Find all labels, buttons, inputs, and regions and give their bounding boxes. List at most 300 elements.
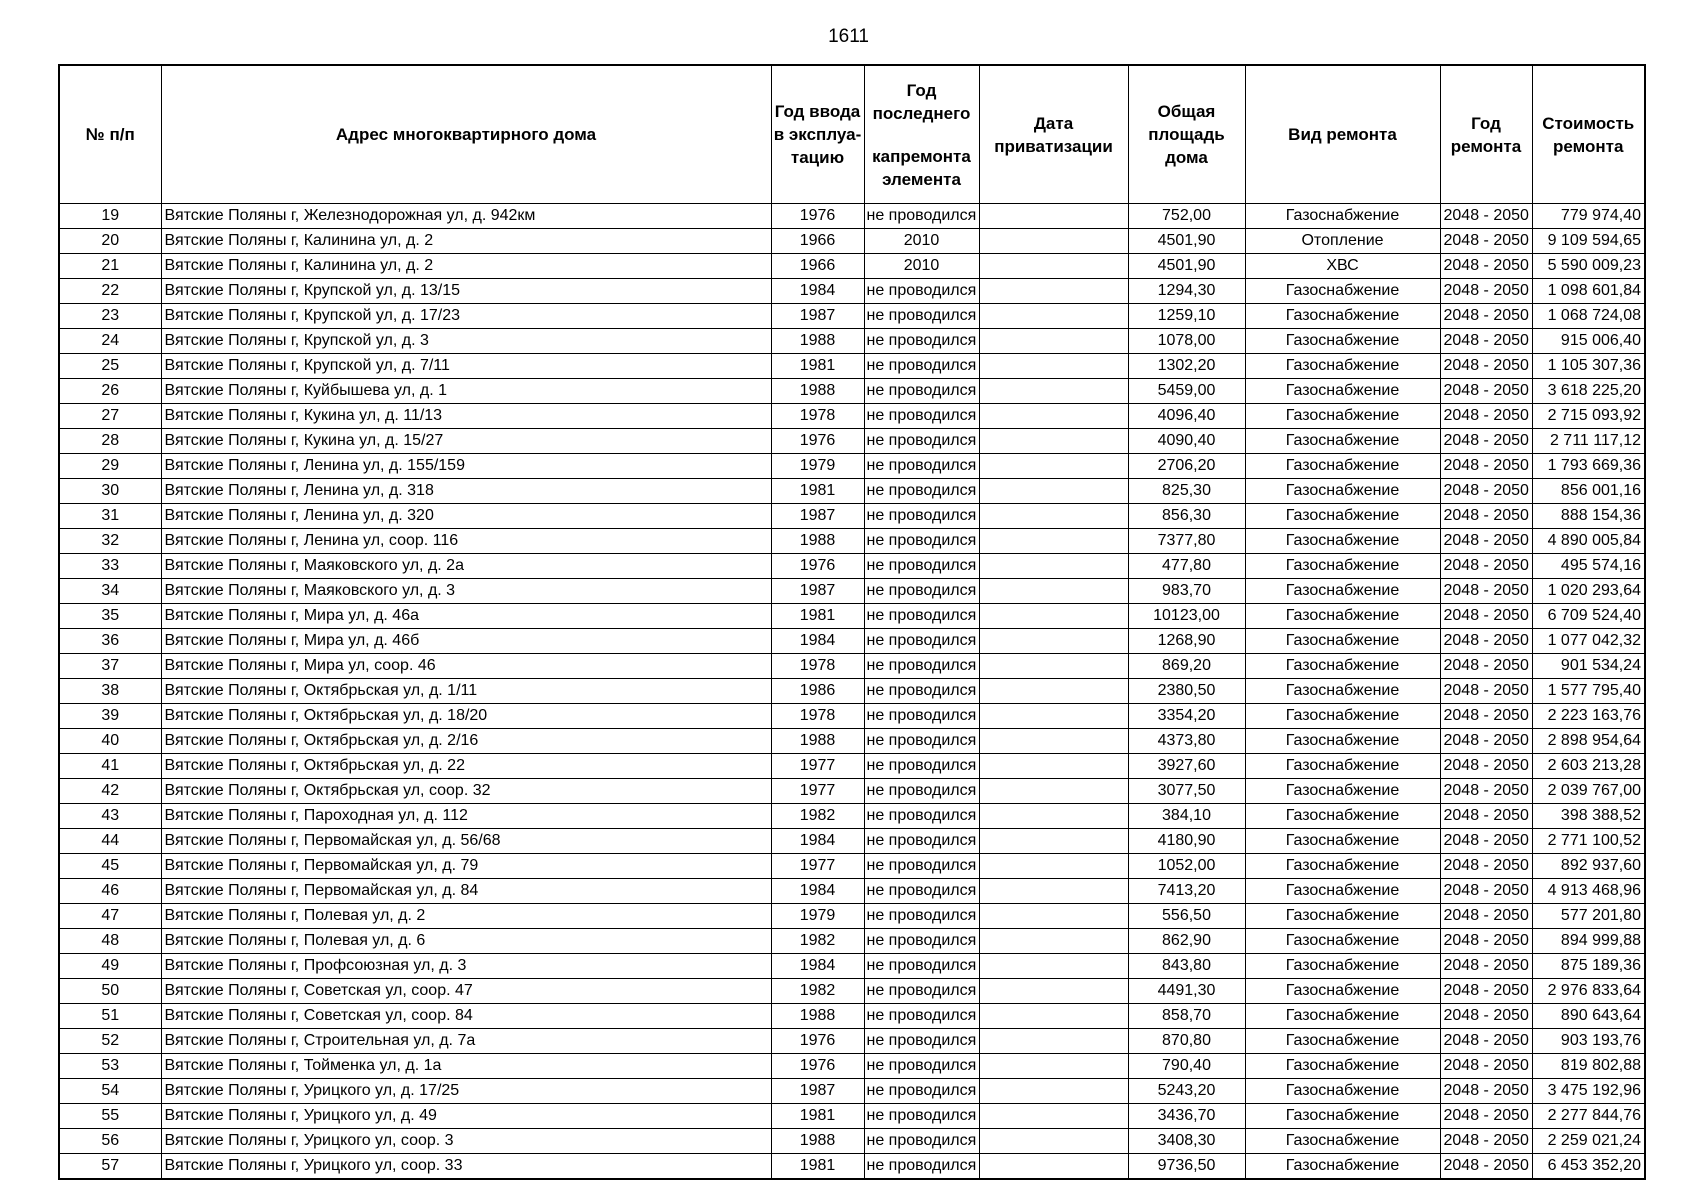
cell-address: Вятские Поляны г, Мира ул, д. 46а — [161, 604, 771, 629]
table-row — [59, 1004, 1645, 1029]
cell-cost: 6 453 352,20 — [1532, 1154, 1645, 1180]
cell-num: 35 — [59, 604, 161, 629]
cell-area: 825,30 — [1128, 479, 1245, 504]
cell-last-repair: не проводился — [864, 454, 979, 479]
cell-area: 3408,30 — [1128, 1129, 1245, 1154]
cell-num: 34 — [59, 579, 161, 604]
cell-repair-year: 2048 - 2050 — [1440, 404, 1532, 429]
cell-year-commission: 1978 — [771, 404, 864, 429]
cell-privatization — [979, 354, 1128, 379]
cell-last-repair: не проводился — [864, 854, 979, 879]
table-row — [59, 604, 1645, 629]
cell-num: 25 — [59, 354, 161, 379]
cell-num: 49 — [59, 954, 161, 979]
cell-num: 24 — [59, 329, 161, 354]
cell-repair-type: Газоснабжение — [1245, 954, 1440, 979]
cell-cost: 1 577 795,40 — [1532, 679, 1645, 704]
cell-area: 752,00 — [1128, 204, 1245, 229]
cell-privatization — [979, 229, 1128, 254]
cell-repair-year: 2048 - 2050 — [1440, 679, 1532, 704]
cell-repair-type: Газоснабжение — [1245, 704, 1440, 729]
cell-repair-type: Газоснабжение — [1245, 1129, 1440, 1154]
cell-privatization — [979, 304, 1128, 329]
cell-num: 48 — [59, 929, 161, 954]
cell-last-repair: не проводился — [864, 329, 979, 354]
cell-repair-year: 2048 - 2050 — [1440, 579, 1532, 604]
cell-last-repair: не проводился — [864, 754, 979, 779]
cell-address: Вятские Поляны г, Урицкого ул, соор. 33 — [161, 1154, 771, 1180]
cell-last-repair: не проводился — [864, 679, 979, 704]
cell-area: 3354,20 — [1128, 704, 1245, 729]
cell-cost: 894 999,88 — [1532, 929, 1645, 954]
cell-repair-year: 2048 - 2050 — [1440, 654, 1532, 679]
cell-area: 1268,90 — [1128, 629, 1245, 654]
cell-cost: 2 898 954,64 — [1532, 729, 1645, 754]
cell-address: Вятские Поляны г, Октябрьская ул, д. 2/16 — [161, 729, 771, 754]
cell-address: Вятские Поляны г, Полевая ул, д. 6 — [161, 929, 771, 954]
cell-num: 37 — [59, 654, 161, 679]
cell-repair-year: 2048 - 2050 — [1440, 729, 1532, 754]
cell-num: 43 — [59, 804, 161, 829]
cell-last-repair: не проводился — [864, 379, 979, 404]
cell-year-commission: 1988 — [771, 729, 864, 754]
cell-repair-type: Газоснабжение — [1245, 629, 1440, 654]
table-row — [59, 679, 1645, 704]
cell-cost: 1 068 724,08 — [1532, 304, 1645, 329]
cell-num: 42 — [59, 779, 161, 804]
cell-year-commission: 1976 — [771, 429, 864, 454]
cell-num: 51 — [59, 1004, 161, 1029]
cell-year-commission: 1966 — [771, 229, 864, 254]
cell-cost: 3 475 192,96 — [1532, 1079, 1645, 1104]
cell-num: 52 — [59, 1029, 161, 1054]
cell-address: Вятские Поляны г, Советская ул, соор. 84 — [161, 1004, 771, 1029]
cell-area: 10123,00 — [1128, 604, 1245, 629]
cell-area: 1052,00 — [1128, 854, 1245, 879]
cell-repair-year: 2048 - 2050 — [1440, 504, 1532, 529]
table-row — [59, 279, 1645, 304]
cell-repair-year: 2048 - 2050 — [1440, 554, 1532, 579]
cell-cost: 1 098 601,84 — [1532, 279, 1645, 304]
cell-repair-year: 2048 - 2050 — [1440, 254, 1532, 279]
cell-area: 5243,20 — [1128, 1079, 1245, 1104]
cell-num: 19 — [59, 204, 161, 229]
cell-repair-year: 2048 - 2050 — [1440, 829, 1532, 854]
cell-last-repair: не проводился — [864, 1029, 979, 1054]
cell-address: Вятские Поляны г, Октябрьская ул, соор. 32 — [161, 779, 771, 804]
cell-privatization — [979, 504, 1128, 529]
cell-year-commission: 1981 — [771, 1154, 864, 1180]
cell-repair-type: Газоснабжение — [1245, 554, 1440, 579]
cell-repair-type: Газоснабжение — [1245, 529, 1440, 554]
cell-year-commission: 1979 — [771, 904, 864, 929]
cell-privatization — [979, 654, 1128, 679]
cell-num: 28 — [59, 429, 161, 454]
cell-num: 31 — [59, 504, 161, 529]
cell-address: Вятские Поляны г, Калинина ул, д. 2 — [161, 254, 771, 279]
cell-repair-type: Газоснабжение — [1245, 1054, 1440, 1079]
cell-repair-type: Газоснабжение — [1245, 429, 1440, 454]
table-row — [59, 829, 1645, 854]
cell-repair-type: Газоснабжение — [1245, 929, 1440, 954]
cell-year-commission: 1978 — [771, 704, 864, 729]
cell-num: 29 — [59, 454, 161, 479]
cell-address: Вятские Поляны г, Октябрьская ул, д. 22 — [161, 754, 771, 779]
cell-privatization — [979, 454, 1128, 479]
cell-year-commission: 1982 — [771, 929, 864, 954]
cell-last-repair: не проводился — [864, 1004, 979, 1029]
cell-repair-type: Газоснабжение — [1245, 729, 1440, 754]
cell-address: Вятские Поляны г, Пароходная ул, д. 112 — [161, 804, 771, 829]
cell-cost: 9 109 594,65 — [1532, 229, 1645, 254]
cell-cost: 2 259 021,24 — [1532, 1129, 1645, 1154]
cell-repair-year: 2048 - 2050 — [1440, 1154, 1532, 1180]
cell-num: 22 — [59, 279, 161, 304]
cell-year-commission: 1966 — [771, 254, 864, 279]
table-row — [59, 779, 1645, 804]
cell-address: Вятские Поляны г, Профсоюзная ул, д. 3 — [161, 954, 771, 979]
cell-area: 5459,00 — [1128, 379, 1245, 404]
cell-num: 56 — [59, 1129, 161, 1154]
cell-privatization — [979, 1004, 1128, 1029]
cell-area: 4090,40 — [1128, 429, 1245, 454]
cell-repair-type: Газоснабжение — [1245, 354, 1440, 379]
cell-privatization — [979, 879, 1128, 904]
cell-address: Вятские Поляны г, Железнодорожная ул, д. 942км — [161, 204, 771, 229]
cell-privatization — [979, 829, 1128, 854]
cell-repair-type: Газоснабжение — [1245, 604, 1440, 629]
cell-area: 7413,20 — [1128, 879, 1245, 904]
cell-num: 54 — [59, 1079, 161, 1104]
cell-repair-type: Газоснабжение — [1245, 379, 1440, 404]
cell-repair-type: Газоснабжение — [1245, 854, 1440, 879]
table-row — [59, 1029, 1645, 1054]
cell-privatization — [979, 1104, 1128, 1129]
cell-area: 870,80 — [1128, 1029, 1245, 1054]
cell-privatization — [979, 629, 1128, 654]
cell-cost: 2 771 100,52 — [1532, 829, 1645, 854]
cell-last-repair: не проводился — [864, 829, 979, 854]
cell-year-commission: 1977 — [771, 754, 864, 779]
cell-repair-type: Газоснабжение — [1245, 454, 1440, 479]
cell-area: 7377,80 — [1128, 529, 1245, 554]
cell-repair-type: Газоснабжение — [1245, 679, 1440, 704]
cell-cost: 1 105 307,36 — [1532, 354, 1645, 379]
table-row — [59, 454, 1645, 479]
header-last-repair — [864, 65, 979, 204]
cell-num: 50 — [59, 979, 161, 1004]
cell-repair-year: 2048 - 2050 — [1440, 779, 1532, 804]
cell-area: 477,80 — [1128, 554, 1245, 579]
cell-cost: 6 709 524,40 — [1532, 604, 1645, 629]
table-row — [59, 379, 1645, 404]
cell-address: Вятские Поляны г, Маяковского ул, д. 2а — [161, 554, 771, 579]
cell-privatization — [979, 679, 1128, 704]
cell-year-commission: 1988 — [771, 1129, 864, 1154]
cell-repair-type: Газоснабжение — [1245, 1154, 1440, 1180]
cell-address: Вятские Поляны г, Мира ул, д. 46б — [161, 629, 771, 654]
cell-repair-type: Газоснабжение — [1245, 779, 1440, 804]
table-row — [59, 229, 1645, 254]
table-row — [59, 1054, 1645, 1079]
cell-privatization — [979, 779, 1128, 804]
cell-cost: 495 574,16 — [1532, 554, 1645, 579]
cell-address: Вятские Поляны г, Первомайская ул, д. 56/68 — [161, 829, 771, 854]
table-row — [59, 654, 1645, 679]
cell-address: Вятские Поляны г, Ленина ул, соор. 116 — [161, 529, 771, 554]
cell-year-commission: 1981 — [771, 604, 864, 629]
header-privatization: Дата приватизации — [979, 65, 1128, 204]
cell-num: 46 — [59, 879, 161, 904]
cell-cost: 2 976 833,64 — [1532, 979, 1645, 1004]
cell-address: Вятские Поляны г, Кукина ул, д. 11/13 — [161, 404, 771, 429]
cell-repair-type: Газоснабжение — [1245, 1079, 1440, 1104]
cell-privatization — [979, 1054, 1128, 1079]
cell-repair-year: 2048 - 2050 — [1440, 929, 1532, 954]
table-row — [59, 929, 1645, 954]
cell-repair-type: Газоснабжение — [1245, 879, 1440, 904]
cell-repair-year: 2048 - 2050 — [1440, 304, 1532, 329]
cell-cost: 2 277 844,76 — [1532, 1104, 1645, 1129]
cell-cost: 892 937,60 — [1532, 854, 1645, 879]
cell-repair-year: 2048 - 2050 — [1440, 804, 1532, 829]
cell-num: 47 — [59, 904, 161, 929]
cell-address: Вятские Поляны г, Маяковского ул, д. 3 — [161, 579, 771, 604]
table-row — [59, 304, 1645, 329]
table-row — [59, 1104, 1645, 1129]
cell-privatization — [979, 204, 1128, 229]
cell-privatization — [979, 254, 1128, 279]
header-cost: Стоимость ремонта — [1532, 65, 1645, 204]
cell-last-repair: не проводился — [864, 704, 979, 729]
cell-repair-year: 2048 - 2050 — [1440, 1029, 1532, 1054]
cell-repair-type: Газоснабжение — [1245, 754, 1440, 779]
cell-year-commission: 1979 — [771, 454, 864, 479]
cell-year-commission: 1988 — [771, 379, 864, 404]
cell-year-commission: 1984 — [771, 954, 864, 979]
cell-area: 4501,90 — [1128, 254, 1245, 279]
page-number: 1611 — [828, 26, 869, 47]
cell-num: 45 — [59, 854, 161, 879]
cell-cost: 888 154,36 — [1532, 504, 1645, 529]
cell-cost: 577 201,80 — [1532, 904, 1645, 929]
cell-repair-year: 2048 - 2050 — [1440, 904, 1532, 929]
cell-area: 1259,10 — [1128, 304, 1245, 329]
table-row — [59, 904, 1645, 929]
cell-address: Вятские Поляны г, Урицкого ул, соор. 3 — [161, 1129, 771, 1154]
cell-privatization — [979, 804, 1128, 829]
cell-area: 1302,20 — [1128, 354, 1245, 379]
cell-year-commission: 1976 — [771, 204, 864, 229]
cell-privatization — [979, 379, 1128, 404]
cell-cost: 1 793 669,36 — [1532, 454, 1645, 479]
cell-last-repair: не проводился — [864, 779, 979, 804]
cell-address: Вятские Поляны г, Советская ул, соор. 47 — [161, 979, 771, 1004]
header-repair-type: Вид ремонта — [1245, 65, 1440, 204]
cell-cost: 2 223 163,76 — [1532, 704, 1645, 729]
cell-cost: 1 077 042,32 — [1532, 629, 1645, 654]
cell-area: 862,90 — [1128, 929, 1245, 954]
cell-last-repair: не проводился — [864, 1079, 979, 1104]
cell-area: 2706,20 — [1128, 454, 1245, 479]
cell-cost: 819 802,88 — [1532, 1054, 1645, 1079]
table-row — [59, 804, 1645, 829]
cell-year-commission: 1988 — [771, 1004, 864, 1029]
table-row — [59, 1154, 1645, 1180]
cell-area: 3927,60 — [1128, 754, 1245, 779]
cell-repair-type: Газоснабжение — [1245, 804, 1440, 829]
table-row — [59, 404, 1645, 429]
cell-last-repair: не проводился — [864, 904, 979, 929]
cell-privatization — [979, 1129, 1128, 1154]
cell-address: Вятские Поляны г, Мира ул, соор. 46 — [161, 654, 771, 679]
cell-repair-type: Газоснабжение — [1245, 329, 1440, 354]
cell-last-repair: не проводился — [864, 1129, 979, 1154]
table-row — [59, 504, 1645, 529]
cell-num: 55 — [59, 1104, 161, 1129]
cell-area: 4491,30 — [1128, 979, 1245, 1004]
table-row — [59, 429, 1645, 454]
cell-privatization — [979, 579, 1128, 604]
cell-address: Вятские Поляны г, Строительная ул, д. 7а — [161, 1029, 771, 1054]
cell-year-commission: 1987 — [771, 304, 864, 329]
table-row — [59, 254, 1645, 279]
repair-schedule-table — [58, 64, 1646, 1180]
cell-last-repair: не проводился — [864, 354, 979, 379]
cell-cost: 5 590 009,23 — [1532, 254, 1645, 279]
table-row — [59, 854, 1645, 879]
cell-year-commission: 1981 — [771, 479, 864, 504]
cell-last-repair: не проводился — [864, 729, 979, 754]
cell-repair-year: 2048 - 2050 — [1440, 1004, 1532, 1029]
cell-privatization — [979, 1029, 1128, 1054]
cell-year-commission: 1976 — [771, 1029, 864, 1054]
cell-cost: 398 388,52 — [1532, 804, 1645, 829]
cell-privatization — [979, 979, 1128, 1004]
cell-repair-type: Газоснабжение — [1245, 504, 1440, 529]
cell-year-commission: 1988 — [771, 329, 864, 354]
cell-num: 39 — [59, 704, 161, 729]
cell-privatization — [979, 904, 1128, 929]
cell-num: 20 — [59, 229, 161, 254]
cell-privatization — [979, 404, 1128, 429]
cell-privatization — [979, 429, 1128, 454]
cell-repair-type: Газоснабжение — [1245, 1104, 1440, 1129]
cell-year-commission: 1981 — [771, 1104, 864, 1129]
cell-last-repair: 2010 — [864, 254, 979, 279]
cell-year-commission: 1977 — [771, 779, 864, 804]
cell-cost: 915 006,40 — [1532, 329, 1645, 354]
header-year-commission: Год ввода в эксплуа-тацию — [771, 65, 864, 204]
cell-repair-year: 2048 - 2050 — [1440, 204, 1532, 229]
table-row — [59, 204, 1645, 229]
cell-repair-year: 2048 - 2050 — [1440, 529, 1532, 554]
cell-num: 57 — [59, 1154, 161, 1180]
cell-year-commission: 1984 — [771, 829, 864, 854]
cell-repair-year: 2048 - 2050 — [1440, 229, 1532, 254]
cell-repair-type: Газоснабжение — [1245, 1004, 1440, 1029]
cell-address: Вятские Поляны г, Октябрьская ул, д. 18/20 — [161, 704, 771, 729]
cell-year-commission: 1981 — [771, 354, 864, 379]
cell-repair-year: 2048 - 2050 — [1440, 704, 1532, 729]
cell-last-repair: не проводился — [864, 954, 979, 979]
cell-cost: 2 711 117,12 — [1532, 429, 1645, 454]
table-row — [59, 354, 1645, 379]
cell-repair-type: ХВС — [1245, 254, 1440, 279]
header-address: Адрес многоквартирного дома — [161, 65, 771, 204]
cell-repair-year: 2048 - 2050 — [1440, 854, 1532, 879]
cell-num: 27 — [59, 404, 161, 429]
table-row — [59, 1079, 1645, 1104]
cell-cost: 856 001,16 — [1532, 479, 1645, 504]
cell-area: 2380,50 — [1128, 679, 1245, 704]
cell-repair-type: Газоснабжение — [1245, 304, 1440, 329]
cell-last-repair: не проводился — [864, 304, 979, 329]
table-row — [59, 729, 1645, 754]
cell-num: 21 — [59, 254, 161, 279]
cell-address: Вятские Поляны г, Крупской ул, д. 13/15 — [161, 279, 771, 304]
cell-repair-type: Газоснабжение — [1245, 979, 1440, 1004]
table-row — [59, 479, 1645, 504]
cell-address: Вятские Поляны г, Ленина ул, д. 320 — [161, 504, 771, 529]
cell-cost: 1 020 293,64 — [1532, 579, 1645, 604]
cell-address: Вятские Поляны г, Крупской ул, д. 17/23 — [161, 304, 771, 329]
table-row — [59, 529, 1645, 554]
cell-num: 36 — [59, 629, 161, 654]
cell-repair-type: Газоснабжение — [1245, 204, 1440, 229]
cell-num: 26 — [59, 379, 161, 404]
cell-last-repair: не проводился — [864, 479, 979, 504]
cell-area: 556,50 — [1128, 904, 1245, 929]
cell-repair-type: Газоснабжение — [1245, 279, 1440, 304]
cell-num: 30 — [59, 479, 161, 504]
cell-address: Вятские Поляны г, Ленина ул, д. 155/159 — [161, 454, 771, 479]
cell-repair-year: 2048 - 2050 — [1440, 329, 1532, 354]
cell-num: 23 — [59, 304, 161, 329]
table-row — [59, 754, 1645, 779]
cell-area: 843,80 — [1128, 954, 1245, 979]
cell-repair-year: 2048 - 2050 — [1440, 1079, 1532, 1104]
cell-year-commission: 1986 — [771, 679, 864, 704]
cell-repair-year: 2048 - 2050 — [1440, 604, 1532, 629]
cell-privatization — [979, 604, 1128, 629]
cell-address: Вятские Поляны г, Куйбышева ул, д. 1 — [161, 379, 771, 404]
header-num: № п/п — [59, 65, 161, 204]
cell-cost: 890 643,64 — [1532, 1004, 1645, 1029]
cell-last-repair: 2010 — [864, 229, 979, 254]
cell-year-commission: 1982 — [771, 804, 864, 829]
cell-cost: 4 890 005,84 — [1532, 529, 1645, 554]
cell-area: 4096,40 — [1128, 404, 1245, 429]
cell-cost: 4 913 468,96 — [1532, 879, 1645, 904]
cell-num: 32 — [59, 529, 161, 554]
cell-repair-year: 2048 - 2050 — [1440, 354, 1532, 379]
cell-area: 4501,90 — [1128, 229, 1245, 254]
cell-repair-year: 2048 - 2050 — [1440, 954, 1532, 979]
cell-repair-year: 2048 - 2050 — [1440, 479, 1532, 504]
cell-repair-year: 2048 - 2050 — [1440, 879, 1532, 904]
cell-repair-year: 2048 - 2050 — [1440, 379, 1532, 404]
cell-year-commission: 1984 — [771, 879, 864, 904]
cell-address: Вятские Поляны г, Калинина ул, д. 2 — [161, 229, 771, 254]
cell-area: 4180,90 — [1128, 829, 1245, 854]
cell-num: 44 — [59, 829, 161, 854]
cell-repair-year: 2048 - 2050 — [1440, 1104, 1532, 1129]
cell-area: 856,30 — [1128, 504, 1245, 529]
cell-repair-type: Газоснабжение — [1245, 654, 1440, 679]
cell-area: 1294,30 — [1128, 279, 1245, 304]
cell-repair-year: 2048 - 2050 — [1440, 754, 1532, 779]
